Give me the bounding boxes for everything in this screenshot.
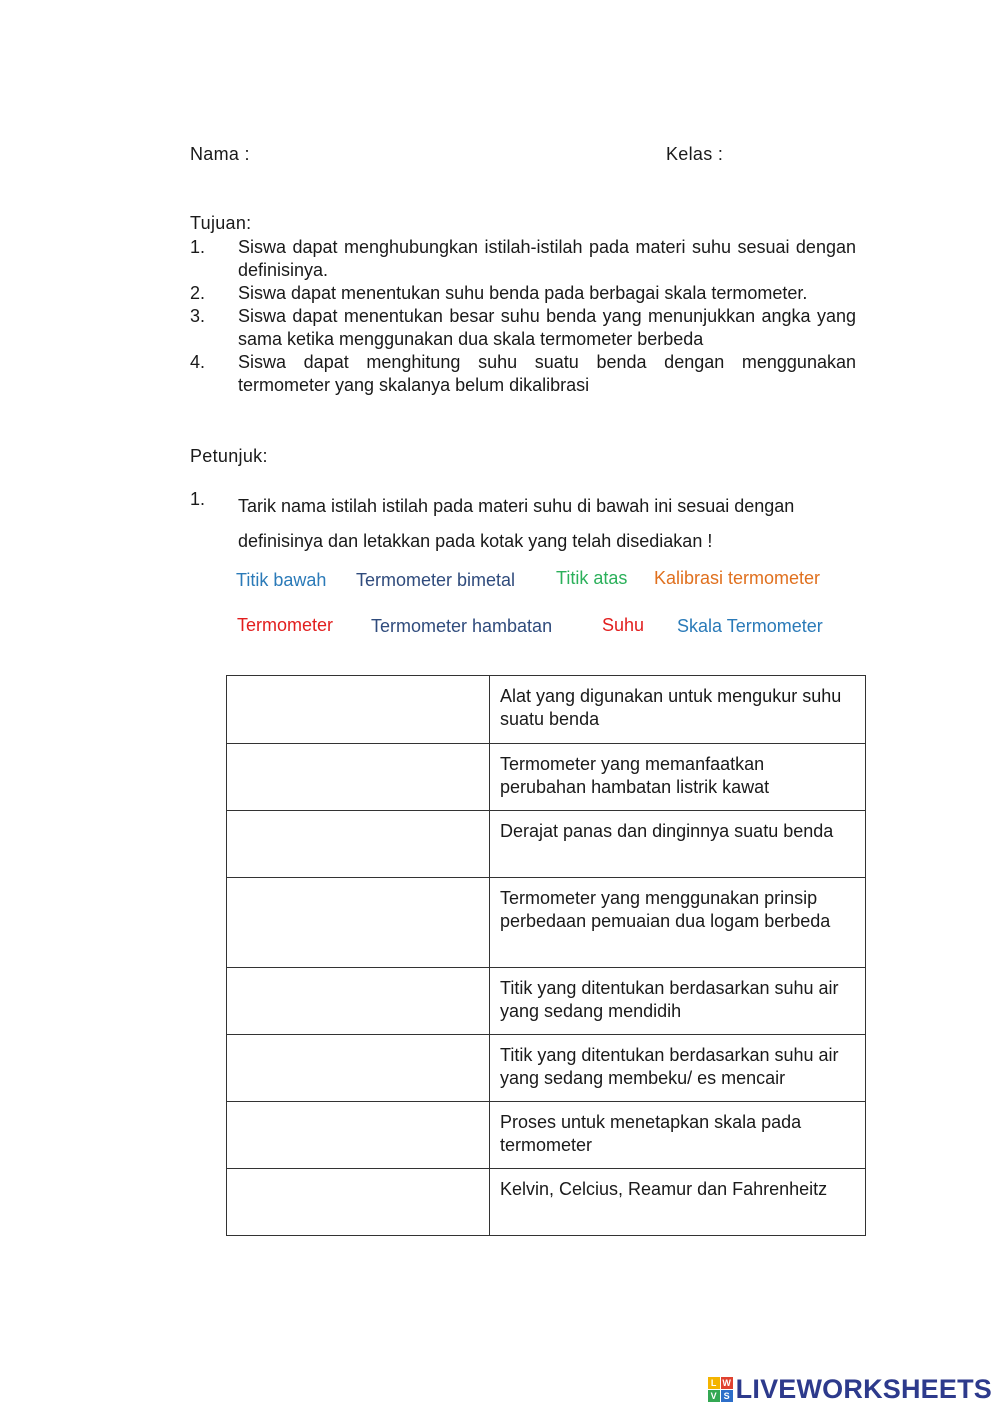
- drop-box[interactable]: [227, 968, 490, 1035]
- definition-cell: Alat yang digunakan untuk mengukur suhu suatu benda: [490, 676, 866, 744]
- objective-number: 2.: [190, 283, 206, 303]
- drop-box[interactable]: [227, 1169, 490, 1236]
- term-titik-bawah[interactable]: Titik bawah: [236, 570, 327, 590]
- drop-box[interactable]: [227, 1035, 490, 1102]
- objective-item: [190, 351, 856, 397]
- logo-cube: W: [722, 1378, 731, 1388]
- logo-cube: L: [708, 1377, 720, 1389]
- logo-cube: S: [721, 1390, 733, 1402]
- definition-cell: Derajat panas dan dinginnya suatu benda: [490, 811, 866, 878]
- objective-item: [190, 305, 856, 351]
- drop-box[interactable]: [227, 676, 490, 744]
- term-suhu[interactable]: Suhu: [602, 615, 645, 635]
- table-row: [227, 1102, 866, 1169]
- logo-cubes-icon: [708, 1377, 733, 1402]
- objective-number: 3.: [190, 306, 206, 326]
- objective-text: Siswa dapat menentukan suhu benda pada berbagai skala termometer.: [238, 283, 808, 303]
- definition-cell: Termometer yang menggunakan prinsip perbedaan pemuaian dua logam berbeda: [490, 878, 866, 968]
- logo-wordmark: LIVEWORKSHEETS: [735, 1374, 992, 1404]
- objective-text: Siswa dapat menghubungkan istilah-istilah pada materi suhu sesuai dengan definisinya.: [238, 237, 856, 280]
- definition-cell: Kelvin, Celcius, Reamur dan Fahrenheitz: [490, 1169, 866, 1236]
- nama-label: Nama :: [190, 144, 250, 164]
- instruction-line-1: Tarik nama istilah istilah pada materi suhu di bawah ini sesuai dengan: [238, 496, 795, 516]
- objective-text: Siswa dapat menghitung suhu suatu benda dengan menggunakan termometer yang skalanya belum dikalibrasi: [238, 352, 856, 395]
- term-titik-atas[interactable]: Titik atas: [556, 568, 628, 588]
- objectives-title: Tujuan:: [190, 213, 252, 233]
- liveworksheets-logo: [708, 1374, 992, 1405]
- term-skala-termometer[interactable]: Skala Termometer: [677, 616, 823, 636]
- term-termometer-hambatan[interactable]: Termometer hambatan: [371, 616, 553, 636]
- drop-box[interactable]: [227, 744, 490, 811]
- objective-item: [190, 282, 856, 305]
- logo-cube: V: [708, 1390, 720, 1402]
- table-row: [227, 1035, 866, 1102]
- table-row: [227, 676, 866, 744]
- matching-table: [226, 675, 866, 1236]
- table-row: [227, 811, 866, 878]
- definition-cell: Titik yang ditentukan berdasarkan suhu air yang sedang membeku/ es mencair: [490, 1035, 866, 1102]
- drop-box[interactable]: [227, 1102, 490, 1169]
- objective-item: [190, 236, 856, 282]
- definition-cell: Proses untuk menetapkan skala pada termometer: [490, 1102, 866, 1169]
- definition-cell: Titik yang ditentukan berdasarkan suhu air yang sedang mendidih: [490, 968, 866, 1035]
- term-termometer-bimetal[interactable]: Termometer bimetal: [356, 570, 516, 590]
- term-termometer[interactable]: Termometer: [237, 615, 334, 635]
- table-row: [227, 968, 866, 1035]
- instructions-title: Petunjuk:: [190, 446, 268, 466]
- table-row: [227, 1169, 866, 1236]
- kelas-label: Kelas :: [666, 144, 724, 164]
- instruction-item: [190, 489, 860, 559]
- table-row: [227, 878, 866, 968]
- objective-text: Siswa dapat menentukan besar suhu benda yang menunjukkan angka yang sama ketika menggunakan dua skala termometer berbeda: [238, 306, 856, 349]
- objective-number: 1.: [190, 237, 206, 257]
- instruction-line-2: definisinya dan letakkan pada kotak yang telah disediakan !: [238, 531, 713, 551]
- drop-box[interactable]: [227, 811, 490, 878]
- objective-number: 4.: [190, 352, 206, 372]
- table-row: [227, 744, 866, 811]
- drop-box[interactable]: [227, 878, 490, 968]
- definition-cell: Termometer yang memanfaatkan perubahan hambatan listrik kawat: [490, 744, 866, 811]
- term-kalibrasi-termometer[interactable]: Kalibrasi termometer: [654, 568, 821, 588]
- instruction-number: 1.: [190, 489, 206, 509]
- objectives-list: [190, 236, 856, 397]
